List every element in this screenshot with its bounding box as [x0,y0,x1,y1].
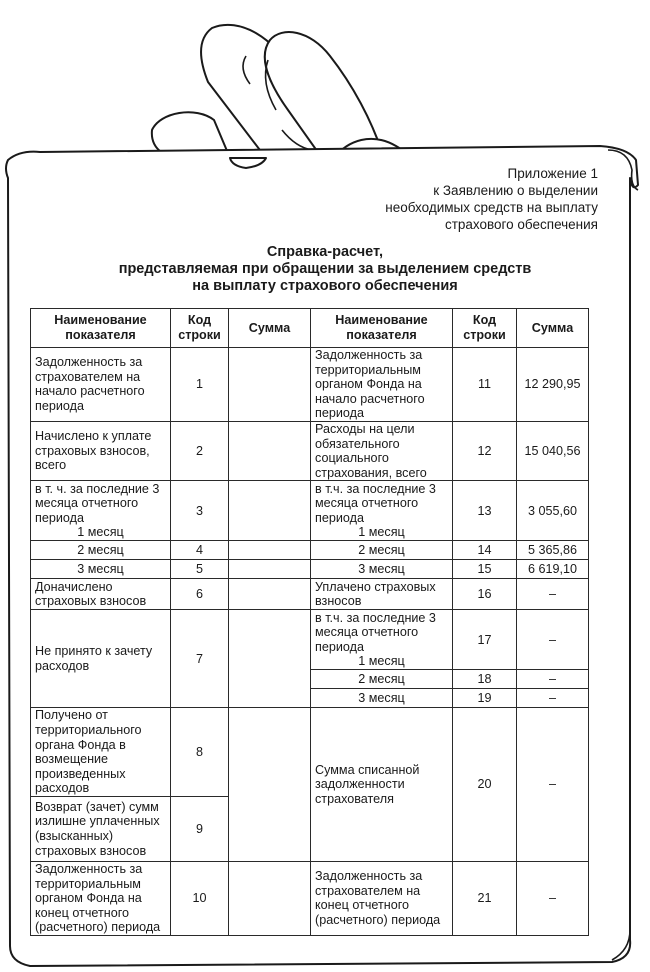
cell-sum [229,421,311,480]
cell-name: Уплачено страховых взносов [311,579,453,610]
cell-code: 1 [171,348,229,422]
cell-code: 4 [171,541,229,560]
table-header-row [31,309,589,348]
cell-code: 11 [453,348,517,422]
cell-sum: – [517,861,589,935]
cell-name: Сумма списанной задолженности страхователя [311,708,453,862]
header-name: Наименование показателя [31,309,171,348]
cell-sum [229,481,311,541]
cell-sum: 15 040,56 [517,421,589,480]
cell-name: Расходы на цели обязательного социального страхования, всего [311,421,453,480]
cell-sum: 6 619,10 [517,560,589,579]
cell-name: Задолженность за территориальным органом Фонда на конец отчетного (расчетного) периода [31,861,171,935]
cell-sum: – [517,708,589,862]
header-sum: Сумма [229,309,311,348]
cell-sum: – [517,579,589,610]
cell-name-text: в т.ч. за последние 3 месяца отчетного периода [315,610,436,654]
appendix-line: необходимых средств на выплату [385,200,598,215]
cell-sum: 12 290,95 [517,348,589,422]
title-line: на выплату страхового обеспечения [192,278,458,294]
cell-name: Доначислено страховых взносов [31,579,171,610]
cell-name [311,610,453,670]
cell-code: 16 [453,579,517,610]
cell-sum [229,579,311,610]
cell-name: 2 месяц [311,670,453,689]
cell-name: 2 месяц [31,541,171,560]
cell-sum: – [517,689,589,708]
cell-code: 18 [453,670,517,689]
cell-sum: – [517,670,589,689]
cell-month: 1 месяц [358,525,405,540]
cell-code: 6 [171,579,229,610]
cell-sum [229,861,311,935]
header-code: Код строки [171,309,229,348]
title-line: представляемая при обращении за выделением средств [118,261,532,277]
cell-sum [229,610,311,708]
cell-code: 12 [453,421,517,480]
table-row [31,610,589,670]
cell-code: 15 [453,560,517,579]
document-title [0,244,650,295]
cell-month: 1 месяц [77,525,124,540]
appendix-note [385,165,598,233]
cell-code: 10 [171,861,229,935]
table-row [31,708,589,797]
table-row [31,861,589,935]
cell-name: 2 месяц [311,541,453,560]
cell-name: 3 месяц [31,560,171,579]
cell-code: 19 [453,689,517,708]
header-code: Код строки [453,309,517,348]
table-row [31,348,589,422]
cell-name: Получено от территориального органа Фонда в возмещение произведенных расходов [31,708,171,797]
header-sum: Сумма [517,309,589,348]
cell-code: 17 [453,610,517,670]
title-line: Справка-расчет, [266,244,384,260]
cell-code: 3 [171,481,229,541]
calculation-table [30,308,589,936]
cell-code: 2 [171,421,229,480]
cell-code: 9 [171,796,229,861]
cell-code: 13 [453,481,517,541]
cell-name-text: в т.ч. за последние 3 месяца отчетного периода [315,481,436,525]
cell-sum [229,348,311,422]
cell-name [311,481,453,541]
cell-code: 8 [171,708,229,797]
table-row [31,541,589,560]
cell-sum [229,708,311,862]
table-row [31,560,589,579]
cell-sum: 3 055,60 [517,481,589,541]
table-row [31,421,589,480]
cell-code: 21 [453,861,517,935]
cell-name: Задолженность за страхователем на конец отчетного (расчетного) периода [311,861,453,935]
cell-month: 1 месяц [358,654,405,669]
cell-name: 3 месяц [311,560,453,579]
appendix-line: к Заявлению о выделении [433,183,598,198]
cell-name: Задолженность за страхователем на начало расчетного периода [31,348,171,422]
cell-code: 20 [453,708,517,862]
cell-name: Не принято к зачету расходов [31,610,171,708]
cell-code: 5 [171,560,229,579]
cell-name [31,481,171,541]
cell-code: 14 [453,541,517,560]
cell-name: Задолженность за территориальным органом Фонда на начало расчетного периода [311,348,453,422]
cell-name: Возврат (зачет) сумм излишне уплаченных (взысканных) страховых взносов [31,796,171,861]
table-row [31,579,589,610]
appendix-line: страхового обеспечения [444,217,598,232]
appendix-line: Приложение 1 [507,166,598,181]
cell-sum [229,560,311,579]
table-row [31,481,589,541]
header-name: Наименование показателя [311,309,453,348]
cell-name-text: в т. ч. за последние 3 месяца отчетного периода [35,481,160,525]
cell-sum: – [517,610,589,670]
cell-sum: 5 365,86 [517,541,589,560]
cell-sum [229,541,311,560]
cell-code: 7 [171,610,229,708]
cell-name: 3 месяц [311,689,453,708]
cell-name: Начислено к уплате страховых взносов, всего [31,421,171,480]
